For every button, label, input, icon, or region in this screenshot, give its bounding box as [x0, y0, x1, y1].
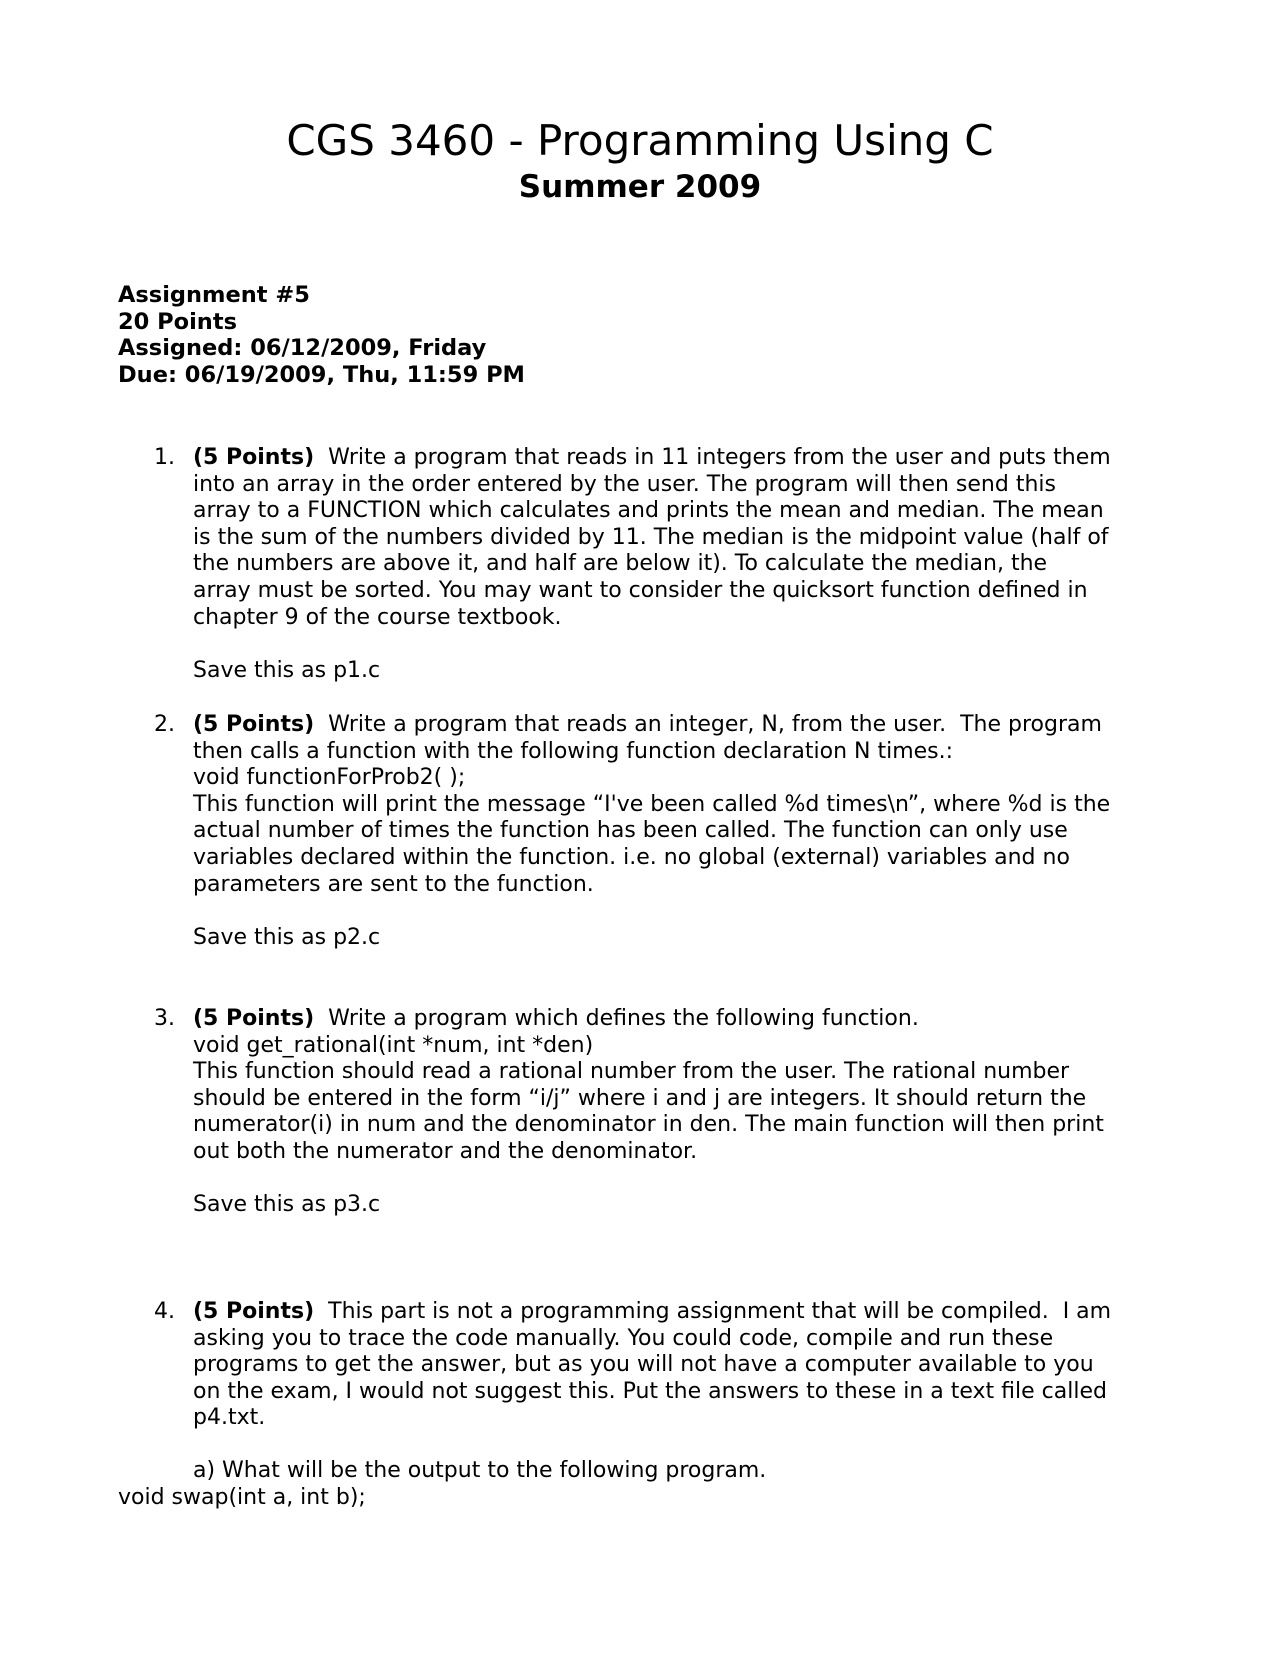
problem-points: (5 Points): [193, 1006, 315, 1031]
problem-line: numerator(i) in num and the denominator in den. The main function will then print: [193, 1112, 1104, 1138]
problem-line: programs to get the answer, but as you will not have a computer available to you: [193, 1352, 1094, 1378]
page-subtitle: Summer 2009: [518, 169, 762, 205]
assignment-number: Assignment #5: [118, 282, 310, 308]
problem-line: asking you to trace the code manually. You could code, compile and run these: [193, 1325, 1054, 1351]
problem-number: 2.: [154, 712, 175, 737]
problem-number: 1.: [154, 445, 175, 470]
problem-body: [193, 1299, 1193, 1432]
problem-line: variables declared within the function. i.e. no global (external) variables and no: [193, 844, 1070, 870]
problem-body: [193, 712, 1193, 951]
assigned-date: Assigned: 06/12/2009, Friday: [118, 335, 487, 362]
subquestion-a: a) What will be the output to the following program.: [193, 1458, 767, 1483]
problem-line: [193, 1299, 1193, 1326]
problem-line: is the sum of the numbers divided by 11. The median is the midpoint value (half of: [193, 524, 1109, 550]
problem-text: This part is not a programming assignment that will be compiled. I am: [314, 1299, 1112, 1324]
problem-line: void functionForProb2( );: [193, 765, 466, 791]
problem-line: should be entered in the form “i/j” where i and j are integers. It should return the: [193, 1085, 1087, 1111]
save-instruction: Save this as p3.c: [193, 1192, 381, 1218]
problem-line: [193, 445, 1193, 472]
problem-points: (5 Points): [193, 1299, 315, 1324]
problem-body: [193, 1006, 1193, 1219]
problem-line: array to a FUNCTION which calculates and prints the mean and median. The mean: [193, 498, 1104, 524]
problem-text: Write a program which defines the following function.: [314, 1006, 919, 1031]
problem-line: array must be sorted. You may want to consider the quicksort function defined in: [193, 577, 1088, 603]
problem-line: void get_rational(int *num, int *den): [193, 1032, 594, 1058]
save-instruction: Save this as p2.c: [193, 924, 381, 950]
problem-line: This function will print the message “I've been called %d times\n”, where %d is the: [193, 791, 1111, 817]
problem-line: then calls a function with the following function declaration N times.:: [193, 738, 954, 764]
problem-text: Write a program that reads an integer, N, from the user. The program: [314, 712, 1102, 737]
problem-line: chapter 9 of the course textbook.: [193, 604, 562, 630]
problem-line: into an array in the order entered by the user. The program will then send this: [193, 471, 1056, 497]
problem-line: p4.txt.: [193, 1405, 266, 1431]
save-instruction: Save this as p1.c: [193, 657, 381, 683]
page-title: CGS 3460 - Programming Using C: [286, 116, 994, 165]
problem-number: 3.: [154, 1006, 175, 1031]
problem-points: (5 Points): [193, 712, 315, 737]
problem-points: (5 Points): [193, 445, 315, 470]
problem-line: actual number of times the function has been called. The function can only use: [193, 818, 1068, 844]
assignment-header: [118, 282, 525, 388]
problem-number: 4.: [154, 1299, 175, 1324]
assignment-points: 20 Points: [118, 308, 237, 335]
problem-line: This function should read a rational number from the user. The rational number: [193, 1059, 1070, 1085]
problem-line: [193, 712, 1193, 739]
problem-line: [193, 1006, 1193, 1033]
problem-line: out both the numerator and the denominator.: [193, 1138, 698, 1164]
problem-line: the numbers are above it, and half are below it). To calculate the median, the: [193, 551, 1048, 577]
problem-line: parameters are sent to the function.: [193, 871, 594, 897]
problem-line: on the exam, I would not suggest this. Put the answers to these in a text file called: [193, 1378, 1107, 1404]
code-line: void swap(int a, int b);: [118, 1485, 366, 1510]
due-date: Due: 06/19/2009, Thu, 11:59 PM: [118, 361, 525, 388]
problem-body: [193, 445, 1193, 684]
problem-text: Write a program that reads in 11 integers from the user and puts them: [314, 445, 1111, 470]
